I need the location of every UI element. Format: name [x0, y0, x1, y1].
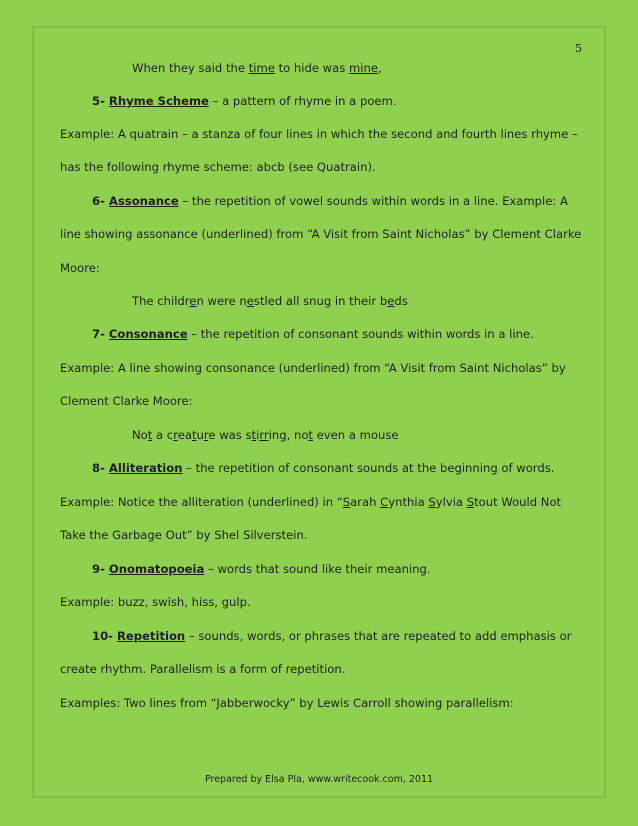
- underlined-text: r: [173, 428, 178, 442]
- text-run: Example: A quatrain – a stanza of four lines in which the second and fourth lines rhyme –: [60, 127, 578, 141]
- underlined-text: e: [189, 294, 197, 308]
- text-run: stled all snug in their b: [253, 294, 388, 308]
- text-run: 7-: [92, 327, 109, 341]
- page-number: 5: [575, 42, 582, 55]
- term-heading: Consonance: [108, 327, 188, 341]
- text-run: Take the Garbage Out” by Shel Silverstein.: [60, 528, 308, 542]
- text-line: [0, 293, 638, 309]
- underlined-text: rr: [259, 428, 269, 442]
- underlined-text: C: [380, 495, 389, 509]
- text-run: 6-: [92, 194, 109, 208]
- text-run: Clement Clarke Moore:: [60, 394, 193, 408]
- term-heading: Onomatopoeia: [108, 562, 205, 576]
- text-line: [0, 594, 638, 610]
- text-line: [0, 628, 638, 644]
- text-run: 5-: [92, 94, 109, 108]
- text-line: [0, 393, 638, 409]
- text-run: – a pattern of rhyme in a poem.: [208, 94, 397, 108]
- text-line: [0, 527, 638, 543]
- text-line: [0, 159, 638, 175]
- text-line: [0, 494, 638, 510]
- underlined-text: t: [308, 428, 313, 442]
- text-run: – sounds, words, or phrases that are repeated to add emphasis or: [185, 629, 572, 643]
- text-run: ea: [177, 428, 192, 442]
- text-run: ing, no: [268, 428, 309, 442]
- text-run: ds: [394, 294, 408, 308]
- text-run: Example: A line showing consonance (underlined) from “A Visit from Saint Nicholas” by: [60, 361, 566, 375]
- text-line: [0, 561, 638, 577]
- text-line: [0, 326, 638, 342]
- text-run: arah: [350, 495, 381, 509]
- text-run: ylvia: [435, 495, 467, 509]
- text-run: Example: buzz, swish, hiss, gulp.: [60, 595, 251, 609]
- term-heading: Rhyme Scheme: [108, 94, 209, 108]
- underlined-text: mine: [348, 61, 378, 75]
- text-run: – the repetition of consonant sounds at the beginning of words.: [182, 461, 555, 475]
- text-run: 9-: [92, 562, 109, 576]
- page-footer: Prepared by Elsa Pla, www.writecook.com, 2011: [204, 774, 434, 785]
- text-line: [0, 126, 638, 142]
- text-run: No: [132, 428, 148, 442]
- text-run: – words that sound like their meaning.: [204, 562, 431, 576]
- text-line: [0, 60, 638, 76]
- text-run: 10-: [92, 629, 117, 643]
- text-line: [0, 226, 638, 242]
- term-heading: Alliteration: [108, 461, 183, 475]
- text-run: u: [196, 428, 204, 442]
- text-run: has the following rhyme scheme: abcb (see Quatrain).: [60, 160, 376, 174]
- text-line: [0, 360, 638, 376]
- text-run: – the repetition of vowel sounds within words in a line. Example: A: [178, 194, 568, 208]
- underlined-text: t: [147, 428, 153, 442]
- text-run: n were n: [196, 294, 247, 308]
- underlined-text: t: [251, 428, 257, 442]
- text-run: create rhythm. Parallelism is a form of repetition.: [60, 662, 346, 676]
- text-run: a c: [152, 428, 174, 442]
- text-run: line showing assonance (underlined) from “A Visit from Saint Nicholas” by Clement Clarke: [60, 227, 582, 241]
- underlined-text: time: [248, 61, 275, 75]
- underlined-text: t: [191, 428, 197, 442]
- text-line: [0, 460, 638, 476]
- text-run: Moore:: [60, 261, 100, 275]
- text-line: [0, 193, 638, 209]
- text-line: [0, 260, 638, 276]
- text-run: – the repetition of consonant sounds within words in a line.: [187, 327, 534, 341]
- text-run: i: [256, 428, 260, 442]
- underlined-text: e: [246, 294, 254, 308]
- text-line: [0, 93, 638, 109]
- text-run: When they said the: [132, 61, 249, 75]
- text-run: ,: [377, 61, 382, 75]
- underlined-text: r: [203, 428, 209, 442]
- text-line: [0, 695, 638, 711]
- text-run: The childr: [132, 294, 190, 308]
- underlined-text: S: [428, 495, 436, 509]
- text-run: to hide was: [274, 61, 349, 75]
- underlined-text: e: [387, 294, 395, 308]
- text-run: Example: Notice the alliteration (underlined) in “: [60, 495, 343, 509]
- text-line: [0, 427, 638, 443]
- text-run: ynthia: [388, 495, 429, 509]
- text-line: [0, 661, 638, 677]
- text-run: Examples: Two lines from “Jabberwocky” by Lewis Carroll showing parallelism:: [60, 696, 514, 710]
- text-run: tout Would Not: [474, 495, 562, 509]
- text-run: e was s: [208, 428, 252, 442]
- text-run: 8-: [92, 461, 109, 475]
- term-heading: Repetition: [116, 629, 186, 643]
- text-run: even a mouse: [312, 428, 399, 442]
- term-heading: Assonance: [108, 194, 179, 208]
- underlined-text: S: [466, 495, 475, 509]
- underlined-text: S: [342, 495, 351, 509]
